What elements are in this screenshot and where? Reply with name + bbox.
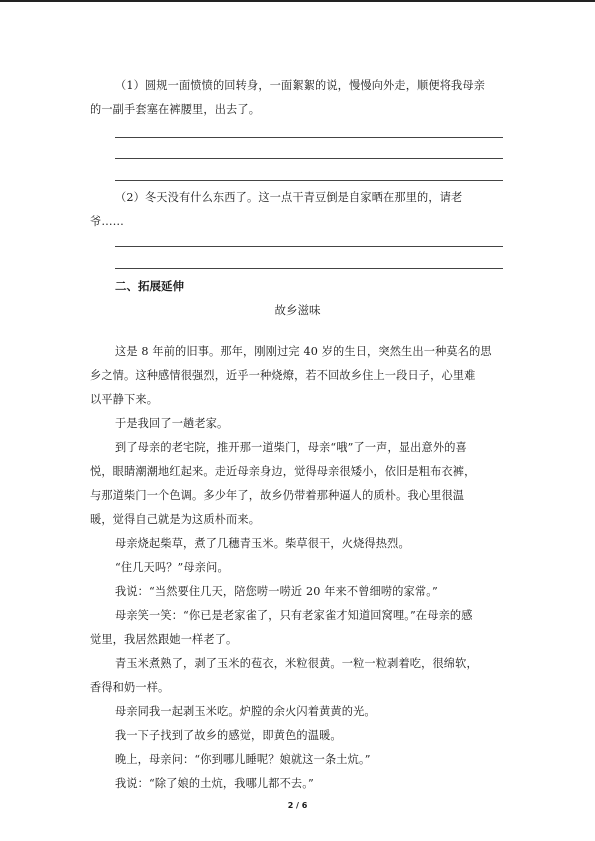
essay-line: 悦，眼睛潮潮地红起来。走近母亲身边，觉得母亲很矮小，依旧是粗布衣裤， [90,465,476,478]
answer-line [115,158,503,159]
question-1-line-1: （1）圆规一面愤愤的回转身，一面絮絮的说，慢慢向外走，顺便将我母亲 [115,79,486,92]
essay-line: 以平静下来。 [90,393,159,406]
essay-line: 我说：“除了娘的土炕，我哪儿都不去。” [115,777,314,790]
answer-line [115,268,503,269]
essay-line: 晚上，母亲问：“你到哪儿睡呢？娘就这一条土炕。” [115,753,371,766]
essay-line: “住几天吗？”母亲问。 [115,561,229,574]
essay-line: 乡之情。这种感情很强烈，近乎一种烧燎，若不回故乡住上一段日子，心里难 [90,369,476,382]
section-heading: 二、拓展延伸 [115,279,184,293]
answer-line [115,180,503,181]
page-number: 2 / 6 [287,801,308,810]
essay-line: 香得和奶一样。 [90,681,170,694]
essay-line: 于是我回了一趟老家。 [115,417,229,430]
page-top-border [0,0,595,2]
essay-title: 故乡滋味 [274,303,321,317]
essay-line: 我一下子找到了故乡的感觉，即黄色的温暖。 [115,729,342,742]
essay-line: 我说：“当然要住几天，陪您唠一唠近 20 年来不曾细唠的家常。” [115,585,438,598]
answer-line [115,137,503,138]
question-2-line-1: （2）冬天没有什么东西了。这一点干青豆倒是自家晒在那里的，请老 [115,191,463,204]
essay-line: 母亲笑一笑：“你已是老家雀了，只有老家雀才知道回窝哩。”在母亲的感 [115,609,473,622]
essay-line: 觉里，我居然跟她一样老了。 [90,633,238,646]
essay-line: 这是 8 年前的旧事。那年，刚刚过完 40 岁的生日，突然生出一种莫名的思 [115,345,492,358]
question-2-line-2: 爷…… [90,215,125,228]
question-1-line-2: 的一副手套塞在裤腰里，出去了。 [90,103,261,116]
essay-line: 母亲烧起柴草，煮了几穗青玉米。柴草很干，火烧得热烈。 [115,537,410,550]
essay-line: 青玉米煮熟了，剥了玉米的苞衣，米粒很黄。一粒一粒剥着吃，很绵软， [115,657,478,670]
essay-line: 与那道柴门一个色调。多少年了，故乡仍带着那种逼人的质朴。我心里很温 [90,489,465,502]
essay-line: 暖，觉得自己就是为这质朴而来。 [90,513,261,526]
answer-line [115,246,503,247]
essay-line: 到了母亲的老宅院，推开那一道柴门，母亲“哦”了一声，显出意外的喜 [115,441,467,454]
essay-line: 母亲同我一起剥玉米吃。炉膛的余火闪着黄黄的光。 [115,705,376,718]
